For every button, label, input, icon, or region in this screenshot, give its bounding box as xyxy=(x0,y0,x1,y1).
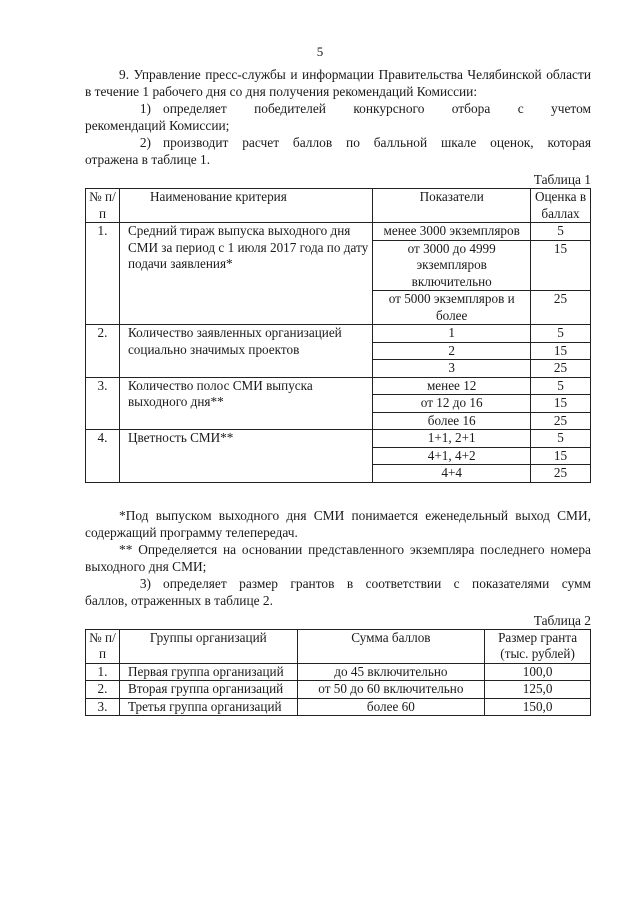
row-num: 4. xyxy=(86,430,120,483)
row-grant: 100,0 xyxy=(485,663,591,681)
footnotes xyxy=(85,507,591,609)
row-num: 3. xyxy=(86,698,120,716)
list-item-text: определяет размер грантов в соответствии с показателями сумм xyxy=(163,575,591,591)
row-score: 25 xyxy=(531,360,591,378)
table-row xyxy=(86,377,591,395)
table-row xyxy=(86,325,591,343)
row-criterion: Количество полос СМИ выпуска выходного дня** xyxy=(119,377,372,430)
list-item-text: определяет победителей конкурсного отбора с учетом xyxy=(163,101,591,116)
row-score: 5 xyxy=(531,377,591,395)
row-sum: от 50 до 60 включительно xyxy=(297,681,485,699)
table-row xyxy=(86,698,591,716)
list-item-1 xyxy=(85,100,591,117)
row-indicator: более 16 xyxy=(373,412,531,430)
footnote-2: ** Определяется на основании представленного экземпляра последнего номера выходного дня СМИ; xyxy=(85,541,591,574)
row-num: 1. xyxy=(86,223,120,325)
criteria-table xyxy=(85,188,591,483)
list-item-3 xyxy=(85,575,591,592)
row-indicator: от 3000 до 4999 экземпляров включительно xyxy=(373,240,531,291)
row-score: 25 xyxy=(531,412,591,430)
row-indicator: от 5000 экземпляров и более xyxy=(373,291,531,325)
table2-caption: Таблица 2 xyxy=(533,612,591,628)
table-row xyxy=(86,663,591,681)
row-sum: более 60 xyxy=(297,698,485,716)
row-num: 3. xyxy=(86,377,120,430)
list-item-continuation: баллов, отраженных в таблице 2. xyxy=(85,592,273,608)
list-item-text: производит расчет баллов по балльной шкале оценок, которая xyxy=(163,135,591,150)
header-num: № п/п xyxy=(86,189,120,223)
row-score: 15 xyxy=(531,240,591,291)
page-number: 5 xyxy=(316,44,324,59)
list-item-number: 3) xyxy=(139,575,151,591)
header-num: № п/п xyxy=(86,629,120,663)
row-criterion: Средний тираж выпуска выходного дня СМИ за период с 1 июля 2017 года по дату подачи заявления* xyxy=(119,223,372,325)
row-group: Первая группа организаций xyxy=(119,663,297,681)
paragraph-9: 9. Управление пресс-службы и информации Правительства Челябинской области в течение 1 рабочего дня со дня получения рекомендаций Комиссии: xyxy=(85,67,591,99)
table1-caption: Таблица 1 xyxy=(533,172,591,187)
row-criterion: Количество заявленных организацией социально значимых проектов xyxy=(119,325,372,378)
table-header-row xyxy=(86,629,591,663)
list-item-number: 1) xyxy=(139,101,151,116)
row-score: 25 xyxy=(531,465,591,483)
header-score: Оценка в баллах xyxy=(531,189,591,223)
row-num: 2. xyxy=(86,325,120,378)
row-indicator: менее 3000 экземпляров xyxy=(373,223,531,241)
header-grant: Размер гранта (тыс. рублей) xyxy=(485,629,591,663)
header-indicators: Показатели xyxy=(373,189,531,223)
table-header-row xyxy=(86,189,591,223)
row-indicator: 4+4 xyxy=(373,465,531,483)
row-group: Третья группа организаций xyxy=(119,698,297,716)
row-indicator: 3 xyxy=(373,360,531,378)
row-score: 5 xyxy=(531,430,591,448)
document-body xyxy=(85,66,591,716)
list-item-number: 2) xyxy=(139,135,151,150)
row-score: 25 xyxy=(531,291,591,325)
row-grant: 125,0 xyxy=(485,681,591,699)
row-group: Вторая группа организаций xyxy=(119,681,297,699)
list-item-continuation: рекомендаций Комиссии; xyxy=(85,118,230,133)
row-indicator: 1+1, 2+1 xyxy=(373,430,531,448)
row-sum: до 45 включительно xyxy=(297,663,485,681)
row-score: 5 xyxy=(531,325,591,343)
row-indicator: 1 xyxy=(373,325,531,343)
row-score: 15 xyxy=(531,342,591,360)
header-criterion: Наименование критерия xyxy=(119,189,372,223)
row-criterion: Цветность СМИ** xyxy=(119,430,372,483)
row-grant: 150,0 xyxy=(485,698,591,716)
footnote-1: *Под выпуском выходного дня СМИ понимается еженедельный выход СМИ, содержащий программу телепередач. xyxy=(85,507,591,540)
table-row xyxy=(86,430,591,448)
row-indicator: 2 xyxy=(373,342,531,360)
row-indicator: менее 12 xyxy=(373,377,531,395)
header-sum: Сумма баллов xyxy=(297,629,485,663)
list-item-continuation: отражена в таблице 1. xyxy=(85,152,211,167)
grants-table xyxy=(85,629,591,717)
row-num: 2. xyxy=(86,681,120,699)
row-score: 5 xyxy=(531,223,591,241)
row-num: 1. xyxy=(86,663,120,681)
row-score: 15 xyxy=(531,395,591,413)
row-indicator: 4+1, 4+2 xyxy=(373,447,531,465)
list-item-2 xyxy=(85,134,591,151)
table-row xyxy=(86,681,591,699)
row-indicator: от 12 до 16 xyxy=(373,395,531,413)
header-group: Группы организаций xyxy=(119,629,297,663)
table-row xyxy=(86,223,591,241)
row-score: 15 xyxy=(531,447,591,465)
